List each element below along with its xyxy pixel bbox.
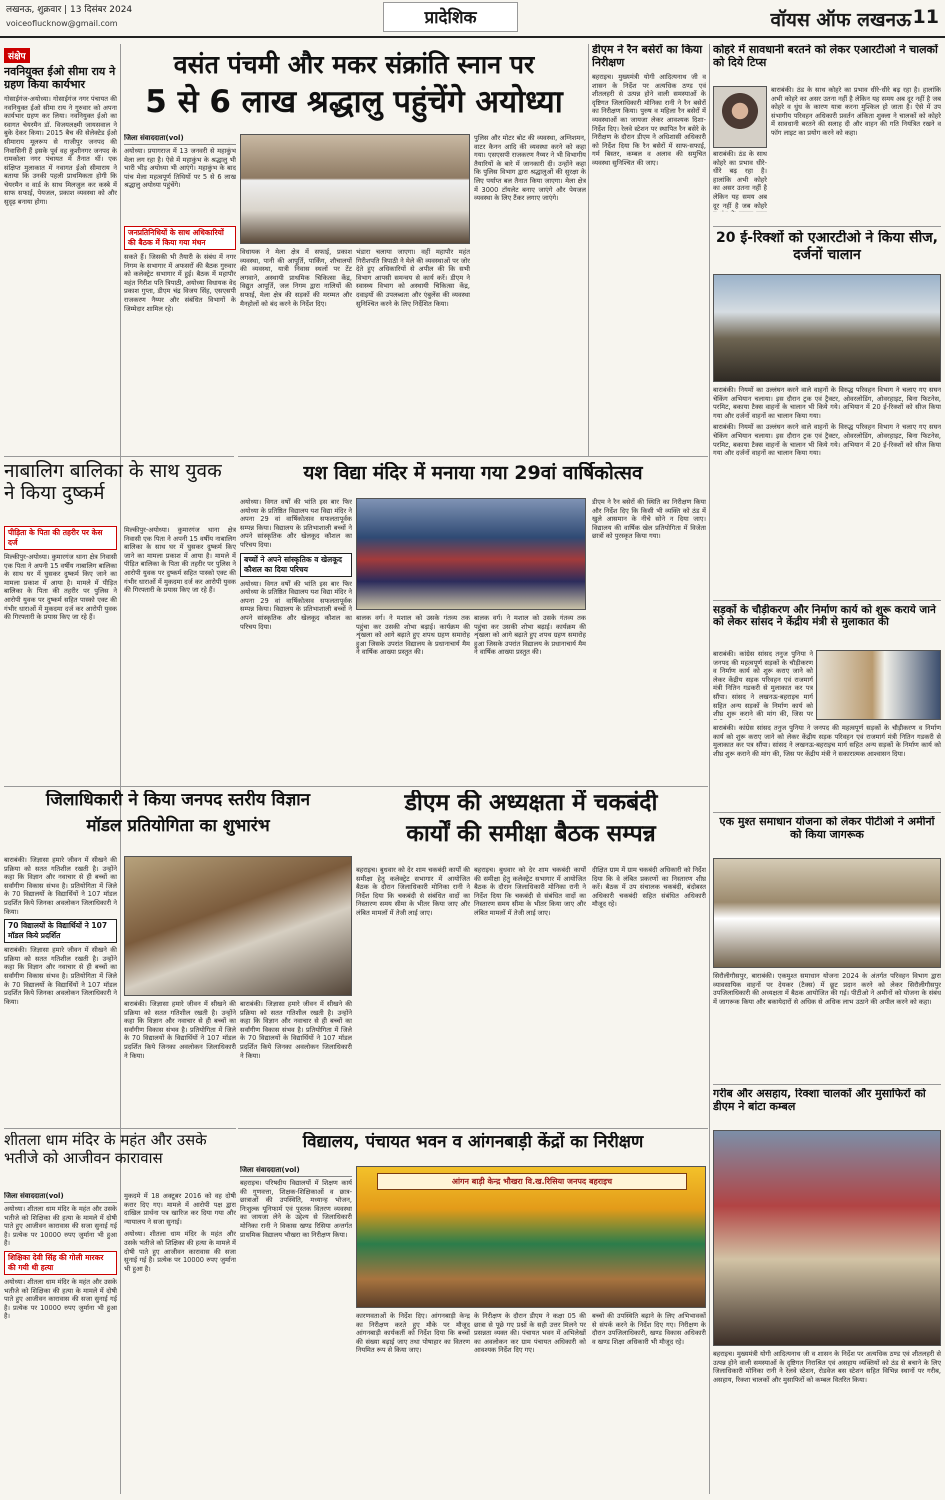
anganwadi-photo	[356, 1166, 706, 1308]
inspection-headline: विद्यालय, पंचायत भवन व आंगनबाड़ी केंद्रों का निरीक्षण	[302, 1132, 644, 1152]
crime-subhead: पीड़िता के पिता की तहरीर पर केस दर्ज	[4, 526, 117, 550]
column-rule	[709, 44, 710, 1494]
rain-headline: डीएम ने रैन बसेरों का किया निरीक्षण	[592, 44, 703, 69]
science-body: बाराबंकी। जिज्ञासा हमारे जीवन में सीखने की प्रक्रिया को सतत गतिशील रखती है। उन्होंने कहा कि विज्ञान और नवाचार से ही बच्चों का सर्वांगीण विकास संभव है। प्रतियोगिता में जिले के 70 विद्यालयों के विद्यार्थियों ने 107 मॉडल प्रदर्शित किये जिनका अवलोकन जिलाधिकारी ने किया।	[4, 856, 117, 916]
review-body-2: दीक्षित ग्राम में ग्राम चकबंदी अधिकारी को निर्देश दिया कि वे लंबित प्रकरणों का निस्तारण शीघ्र करें। बैठक में उप संचालक चकबंदी, बंदोबस्त अधिकारी चकबंदी सहित संबंधित अधिकारी मौजूद रहे।	[592, 866, 706, 909]
erick-body-cont: बाराबंकी। नियमों का उल्लंघन करने वाले वाहनों के विरुद्ध परिवहन विभाग ने चलाए गए सघन चेकिंग अभियान चलाया। इस दौरान ट्रक एवं ट्रैक्टर, ओवरलोडिंग, ओवरहाइट, बिना फिटनेस, परमिट, बकाया टैक्स वाहनों के चालान भी किये गये। अभियान में 20 ई-रिक्शों को सीज किया गया और दर्जनों वाहनों का चालान किया गया।	[713, 423, 941, 458]
school-photo	[356, 498, 586, 610]
erick-body: बाराबंकी। नियमों का उल्लंघन करने वाले वाहनों के विरुद्ध परिवहन विभाग ने चलाए गए सघन चेकिंग अभियान चलाया। इस दौरान ट्रक एवं ट्रैक्टर, ओवरलोडिंग, ओवरहाइट, बिना फिटनेस, परमिट, बकाया टैक्स वाहनों के चालान भी किये गये। अभियान में 20 ई-रिक्शों को सीज किया गया और दर्जनों वाहनों का चालान किया गया।	[713, 386, 941, 420]
jail-body-cont: अयोध्या। शीतला धाम मंदिर के महंत और उसके भतीजे को शिक्षिका की हत्या के मामले में दोषी पाते हुए आजीवन कारावास की सजा सुनाई गई है। प्रत्येक पर 10000 रुपए जुर्माना भी हुआ है।	[4, 1277, 117, 1321]
rain-story	[592, 44, 706, 454]
school-body-2: बालक वर्ग। ने मशाल को उसके गंतव्य तक पहुंचा कर उसकी शोभा बढ़ाई। कार्यक्रम की शृंखला को आगे बढ़ाते हुए शपथ ग्रहण समारोह हुआ जिसके उपरांत विद्यालय के प्रधानाचार्य मैम ने वार्षिक आख्या प्रस्तुत की।	[356, 614, 470, 657]
brief-story	[4, 44, 117, 452]
dateline: लखनऊ, शुक्रवार | 13 दिसंबर 2024	[6, 5, 133, 15]
section-rule	[4, 456, 234, 457]
lead-body-3: विधायक ने मेला क्षेत्र में सफाई, प्रकाश व्यवस्था, पानी की आपूर्ति, पार्किंग, शौचालयों की व्यवस्था, यात्री निवास स्थलों पर टेंट लगवाने, अस्थायी प्राथमिक चिकित्सा केंद्र, विद्युत आपूर्ति, जल निगम द्वारा नालियों की सफाई, मेला क्षेत्र की सड़कों की मरम्मत और मैनहोलों को बंद करने के निर्देश दिए।	[240, 248, 352, 308]
lead-photo	[240, 134, 470, 244]
crime-body: मिल्कीपुर-अयोध्या। कुमारगंज थाना क्षेत्र निवासी एक पिता ने अपनी 15 वर्षीय नाबालिग बालिका के साथ घर में घुसकर दुष्कर्म किए जाने का मामला प्रकाश में आया है। मामले में पीड़ित बालिका के पिता की तहरीर पर पुलिस ने आरोपी युवक पर दुष्कर्म सहित पास्को एक्ट की गंभीर धाराओं में मुकदमा दर्ज कर आरोपी युवक की गिरफ्तारी के प्रयास किए जा रहे हैं।	[4, 553, 117, 622]
paper-name: वॉयस ऑफ लखनऊ	[770, 9, 911, 31]
science-body-3: बाराबंकी। जिज्ञासा हमारे जीवन में सीखने की प्रक्रिया को सतत गतिशील रखती है। उन्होंने कहा कि विज्ञान और नवाचार से ही बच्चों का सर्वांगीण विकास संभव है। प्रतियोगिता में जिले के 70 विद्यालयों के विद्यार्थियों ने 107 मॉडल प्रदर्शित किये जिनका अवलोकन जिलाधिकारी ने किया।	[240, 1000, 352, 1060]
road-body-cont: बाराबंकी। कांग्रेस सांसद तनुज पुनिया ने जनपद की महत्वपूर्ण सड़कों के चौड़ीकरण व निर्माण कार्य को शुरू कराए जाने को लेकर केंद्रीय सड़क परिवहन एवं राजमार्ग मंत्री नितिन गडकरी से मुलाकात कर पत्र सौंपा। सांसद ने लखनऊ-बहराइच मार्ग सहित अन्य सड़कों के निर्माण कार्य को शीघ्र शुरू कराने की मांग की, जिस पर केंद्रीय मंत्री ने सकारात्मक आश्वासन दिया।	[713, 724, 941, 758]
section-rule	[238, 1128, 708, 1129]
website-link[interactable]: voiceoflucknow@gmail.com	[6, 19, 118, 28]
inspection-story-col3	[474, 1312, 586, 1492]
lead-headline-2: 5 से 6 लाख श्रद्धालु पहुंचेंगे अयोध्या	[145, 83, 563, 120]
review-story-col2	[474, 866, 586, 1124]
minister-photo	[816, 650, 941, 720]
column-rule	[588, 44, 589, 456]
inspection-body-3: कारणवताओं के निर्देश दिए। आंगनबाड़ी केन्द्र का निरीक्षण करते हुए मौके पर मौजूद आंगनबाड़ी कार्यकर्ती को निर्देश दिया कि बच्चों की संख्या बढ़ाई जाए तथा पोषाहार का वितरण नियमित रूप से किया जाए।	[356, 1312, 470, 1355]
column-rule	[120, 44, 121, 1494]
fog-body: बाराबंकी। ठंड के साथ कोहरे का प्रभाव धीरे-धीरे बढ़ रहा है। हालांकि अभी कोहरे का असर उतना नहीं है लेकिन यह समय अब दूर नहीं है जब कोहरे व धुंध के कारण यात्रा करना मुश्किल हो जाता है। ऐसे में उप संभागीय परिवहन अधिकारी प्रवर्तन अंकिता शुक्ला ने चालकों को कोहरे में सावधानी बरतने की सलाह दी और वाहन की गति नियंत्रित रखने व फॉग लाइट का प्रयोग करने को कहा।	[771, 86, 941, 137]
brief-body: गोसाईगंज-अयोध्या। गोसाईगंज नगर पंचायत की नवनियुक्त ईओ सीमा राय ने गुरुवार को अपना कार्यभार ग्रहण कर लिया। नवनियुक्त ईओ का स्वागत चेयरमैन डॉ. विजयलक्ष्मी जायसवाल ने बुके देकर किया। 2015 बैच की सेलेक्टेड ईओ सीमाराय मूलरूप से गाजीपुर जनपद की निवासिनी हैं इसके पूर्व वह कुशीनगर जनपद के रामकोला नगर पंचायत में तैनात थीं। एक संक्षिप्त मुलाकात में नवागत ईओ सीमाराय ने बताया कि उनकी पहली प्राथमिकता होगी कि चेयरमैन व वार्ड के साथ मिलजुल कर कस्बे में साफ सफाई, पेयजल, प्रकाश व्यवस्था को और सुदृढ़ बनाया होगा।	[4, 94, 117, 207]
lead-story-col2	[240, 248, 352, 452]
scheme-headline-block	[713, 816, 941, 856]
section-rule	[713, 600, 941, 601]
science-story-col2	[124, 1000, 236, 1124]
inspection-byline: जिला संवाददाता(vol)	[240, 1166, 352, 1177]
inspection-story-col4	[592, 1312, 706, 1492]
erickshaw-photo	[713, 274, 941, 382]
brief-label: संक्षेप	[4, 48, 30, 63]
lead-body-2: सकते हैं। जिसकी भी तैयारी के संबंध में नगर निगम के सभागार में अफसरों की बैठक गुरुवार को कलेक्ट्रेट सभागार में हुई। बैठक में महापौर महंत गिरीश पति त्रिपाठी, अयोध्या विधायक वेद प्रकाश गुप्ता, डीएम चंद्र विजय सिंह, एसएसपी राजकरण नैय्यर और संबंधित विभागों के जिम्मेदार शामिल रहे।	[124, 253, 236, 313]
blanket-story	[713, 1350, 941, 1492]
science-headline-block	[4, 790, 352, 850]
blanket-headline-block	[713, 1088, 941, 1128]
lead-story-col1	[124, 226, 236, 452]
lead-headline-1: वसंत पंचमी और मकर संक्रांति स्नान पर	[173, 50, 535, 79]
school-story-col3	[474, 614, 586, 780]
crime-story	[4, 526, 117, 786]
blanket-photo	[713, 1130, 941, 1346]
jail-subhead: शिक्षिका देवी सिंह की गोली मारकर की गयी थी हत्या	[4, 1251, 117, 1275]
dateline-block	[6, 4, 132, 30]
lead-headline-block	[124, 50, 584, 130]
fog-body-side: बाराबंकी। ठंड के साथ कोहरे का प्रभाव धीरे-धीरे बढ़ रहा है। हालांकि अभी कोहरे का असर उतना नहीं है लेकिन यह समय अब दूर नहीं है जब कोहरे	[713, 150, 767, 210]
jail-story-cont	[124, 1192, 236, 1492]
inspection-headline-block	[240, 1132, 706, 1162]
crime-story-cont	[124, 526, 236, 786]
school-story	[240, 498, 352, 780]
inspection-body-5: बच्चों की उपस्थिति बढ़ाने के लिए अभिभावकों से संपर्क करने के निर्देश दिए गए। निरीक्षण के दौरान उपजिलाधिकारी, खण्ड विकास अधिकारी व खण्ड शिक्षा अधिकारी भी मौजूद रहे।	[592, 1312, 706, 1346]
masthead	[0, 0, 945, 38]
section-rule	[4, 1128, 236, 1129]
erick-headline-block	[713, 230, 941, 270]
road-story	[713, 724, 941, 806]
crime-headline: नाबालिग बालिका के साथ युवक ने किया दुष्कर्म	[4, 460, 222, 505]
science-photo	[124, 856, 352, 996]
review-story-col1	[356, 866, 470, 1124]
jail-body: अयोध्या। शीतला धाम मंदिर के महंत और उसके भतीजे को शिक्षिका की हत्या के मामले में दोषी पाते हुए आजीवन कारावास की सजा सुनाई गई है। प्रत्येक पर 10000 रुपए जुर्माना भी हुआ है।	[4, 1205, 117, 1248]
inspection-body-2: बहराइच। परिषदीय विद्यालयों में शिक्षण कार्य की गुणवत्ता, शिक्षक-शिक्षिकाओं व छात्र-छात्राओं की उपस्थिति, मध्यान्ह भोजन, निःशुल्क यूनिफार्म एवं पुस्तक वितरण व्यवस्था का जायजा लेने के उद्देश्य से जिलाधिकारी मोनिका रानी ने विकास खण्ड रिसिया अन्तर्गत प्राथमिक विद्यालय भौखरा का निरीक्षण किया।	[240, 1179, 352, 1239]
school-story-col2	[356, 614, 470, 780]
school-body-1b: अयोध्या। विगत वर्षों की भांति इस बार फिर अयोध्या के प्रतिष्ठित विद्यालय यश विद्या मंदिर ने अपना 29 वां वार्षिकोत्सव सफलतापूर्वक सम्पन्न किया। विद्यालय के प्रतिभाशाली बच्चों ने अपने सांस्कृतिक और खेलकूद कौशल का परिचय दिया।	[240, 579, 352, 631]
section-rule	[713, 812, 941, 813]
lead-story-intro	[124, 134, 236, 224]
blanket-headline: गरीब और असहाय, रिक्शा चालकों और मुसाफिरों को डीएम ने बांटा कम्बल	[713, 1088, 926, 1113]
section-rule	[713, 226, 941, 227]
section-rule	[713, 1084, 941, 1085]
section-title: प्रादेशिक	[383, 2, 518, 32]
erick-headline: 20 ई-रिक्शों को एआरटीओ ने किया सीज, दर्जनों चालान	[716, 230, 938, 263]
road-headline-block	[713, 604, 941, 648]
lead-story-col4	[474, 134, 586, 452]
jail-body-col2b: अयोध्या। शीतला धाम मंदिर के महंत और उसके भतीजे को शिक्षिका की हत्या के मामले में दोषी पाते हुए आजीवन कारावास की सजा सुनाई गई है। प्रत्येक पर 10000 रुपए जुर्माना भी हुआ है।	[124, 1230, 236, 1273]
erick-story	[713, 386, 941, 598]
lead-body-4: भंडारा चलाया जाएगा। वहीं महापौर महंत गिरीशपति त्रिपाठी ने मेले की व्यवस्थाओं पर जोर देते हुए अधिकारियों से अपील की कि सभी विभाग आपसी समन्वय से कार्य करें। डीएम ने स्वास्थ्य विभाग को अस्थायी चिकित्सा केंद्र, दवाइयों की उपलब्धता और एंबुलेंस की व्यवस्था सुनिश्चित करने के लिए निर्देशित किया।	[356, 248, 470, 308]
jail-byline: जिला संवाददाता(vol)	[4, 1192, 117, 1203]
scheme-story	[713, 972, 941, 1080]
fog-story	[771, 86, 941, 212]
science-story	[4, 856, 117, 1124]
inspection-body-4: के निरीक्षण के दौरान डीएम ने कक्षा 05 की छात्रा से पूछे गए प्रश्नों के सही उत्तर मिलने पर प्रसन्नता व्यक्त की। पंचायत भवन में अभिलेखों का अवलोकन कर ग्राम पंचायत अधिकारी को आवश्यक निर्देश दिए गए।	[474, 1312, 586, 1355]
school-body-1: अयोध्या। विगत वर्षों की भांति इस बार फिर अयोध्या के प्रतिष्ठित विद्यालय यश विद्या मंदिर ने अपना 29 वां वार्षिकोत्सव सफलतापूर्वक सम्पन्न किया। विद्यालय के प्रतिभाशाली बच्चों ने अपने सांस्कृतिक और खेलकूद कौशल का परिचय दिया।	[240, 498, 352, 549]
page-number: 11	[912, 6, 939, 28]
section-rule	[238, 456, 708, 457]
review-headline-2: कार्यों की समीक्षा बैठक सम्पन्न	[406, 821, 656, 848]
section-rule	[4, 786, 708, 787]
fog-story-side	[713, 150, 767, 212]
review-story-col3	[592, 866, 706, 1124]
jail-headline-block	[4, 1132, 236, 1188]
jail-headline: शीतला धाम मंदिर के महंत और उसके भतीजे को आजीवन कारावास	[4, 1132, 207, 1167]
road-headline: सड़कों के चौड़ीकरण और निर्माण कार्य को शुरू कराये जाने को लेकर सांसद ने केंद्रीय मंत्री से मुलाकात की	[713, 604, 936, 629]
review-headline-1: डीएम की अध्यक्षता में चकबंदी	[404, 790, 658, 816]
science-story-col3	[240, 1000, 352, 1124]
lead-body-5: पुलिस और मोटर बोट की व्यवस्था, अग्निशमन, वाटर कैनन आदि की व्यवस्था करने को कहा गया। एसएसपी राजकरण नैय्यर ने भी विभागीय तैयारियों के बारे में जानकारी दी। उन्होंने कहा कि पुलिस विभाग द्वारा श्रद्धालुओं की सुरक्षा के लिए पर्याप्त बल तैनात किया जाएगा। मेला क्षेत्र में 3000 टॉयलेट बनाए जाएंगे और पेयजल व्यवस्था के लिए टैंकर लगाए जाएंगे।	[474, 134, 586, 203]
fog-headline-block	[713, 44, 941, 82]
school-headline-block	[240, 462, 706, 492]
lead-subhead: जनप्रतिनिधियों के साथ अधिकारियों की बैठक में किया गया मंथन	[124, 226, 236, 250]
brief-headline: नवनियुक्त ईओ सीमा राय ने ग्रहण किया कार्यभार	[4, 65, 116, 91]
school-subhead: बच्चों ने अपने सांस्कृतिक व खेलकूद कौशल का दिया परिचय	[240, 553, 352, 577]
inspection-story-col1	[240, 1166, 352, 1492]
road-body: बाराबंकी। कांग्रेस सांसद तनुज पुनिया ने जनपद की महत्वपूर्ण सड़कों के चौड़ीकरण व निर्माण कार्य को शुरू कराए जाने को लेकर केंद्रीय सड़क परिवहन एवं राजमार्ग मंत्री नितिन गडकरी से मुलाकात कर पत्र सौंपा। सांसद ने लखनऊ-बहराइच मार्ग सहित अन्य सड़कों के निर्माण कार्य को शीघ्र शुरू कराने की मांग की, जिस पर	[713, 650, 813, 719]
crime-body-cont: मिल्कीपुर-अयोध्या। कुमारगंज थाना क्षेत्र निवासी एक पिता ने अपनी 15 वर्षीय नाबालिग बालिका के साथ घर में घुसकर दुष्कर्म किए जाने का मामला प्रकाश में आया है। मामले में पीड़ित बालिका के पिता की तहरीर पर पुलिस ने आरोपी युवक पर दुष्कर्म सहित पास्को एक्ट की गंभीर धाराओं में मुकदमा दर्ज कर आरोपी युवक की गिरफ्तारी के प्रयास किए जा रहे हैं।	[124, 526, 236, 595]
jail-story	[4, 1192, 117, 1492]
review-body-1b: बहराइच। बुधवार को देर शाम चकबंदी कार्यों की समीक्षा हेतु कलेक्ट्रेट सभागार में आयोजित बैठक के दौरान जिलाधिकारी मोनिका रानी ने निर्देश दिया कि चकबंदी से संबंधित वादों का निस्तारण समय सीमा के भीतर किया जाए और लंबित मामलों में तेजी लाई जाए।	[474, 866, 586, 917]
science-body-2: बाराबंकी। जिज्ञासा हमारे जीवन में सीखने की प्रक्रिया को सतत गतिशील रखती है। उन्होंने कहा कि विज्ञान और नवाचार से ही बच्चों का सर्वांगीण विकास संभव है। प्रतियोगिता में जिले के 70 विद्यालयों के विद्यार्थियों ने 107 मॉडल प्रदर्शित किये जिनका अवलोकन जिलाधिकारी ने किया।	[124, 1000, 236, 1060]
road-story-intro	[713, 650, 813, 720]
anganwadi-sign: आंगन बाड़ी केन्द्र भौखरा वि.ख.रिसिया जनपद बहराइच	[377, 1173, 687, 1190]
lead-byline: जिला संवाददाता(vol)	[124, 134, 236, 145]
school-headline: यश विद्या मंदिर में मनाया गया 29वां वार्षिकोत्सव	[303, 462, 643, 484]
jail-body-col2: मुकदमे में 18 अक्टूबर 2016 को वह दोषी करार दिए गए। मामले में आरोपी पक्ष द्वारा दाखिल प्रार्थना पत्र खारिज कर दिया गया और न्यायालय ने सजा सुनाई।	[124, 1192, 236, 1226]
science-subhead: 70 विद्यालयों के विद्यार्थियों ने 107 मॉडल किये प्रदर्शित	[4, 919, 117, 943]
review-headline-block	[356, 790, 706, 862]
crime-headline-block	[4, 460, 234, 520]
science-headline-2: मॉडल प्रतियोगिता का शुभारंभ	[86, 816, 270, 837]
lead-story-col3	[356, 248, 470, 452]
scheme-headline: एक मुश्त समाधान योजना को लेकर पीटीओ ने अमीनों को किया जागरूक	[719, 816, 935, 841]
school-body-4: डीएम ने रैन बसेरों की स्थिति का निरीक्षण किया और निर्देश दिए कि किसी भी व्यक्ति को ठंड में खुले आसमान के नीचे सोने न दिया जाए। विद्यालय की वार्षिक खेल प्रतियोगिता में विजेता छात्रों को पुरस्कृत किया गया।	[592, 498, 706, 541]
review-body-1: बहराइच। बुधवार को देर शाम चकबंदी कार्यों की समीक्षा हेतु कलेक्ट्रेट सभागार में आयोजित बैठक के दौरान जिलाधिकारी मोनिका रानी ने निर्देश दिया कि चकबंदी से संबंधित वादों का निस्तारण समय सीमा के भीतर किया जाए और लंबित मामलों में तेजी लाई जाए।	[356, 866, 470, 917]
arto-photo	[713, 86, 767, 148]
school-story-col4	[592, 498, 706, 780]
lead-body-1: अयोध्या। प्रयागराज में 13 जनवरी से महाकुंभ मेला लग रहा है। ऐसे में महाकुंभ के श्रद्धालु भी भारी भीड़ अयोध्या भी आएंगे। महाकुंभ के बाद पांच मेला महत्वपूर्ण तिथियों पर 5 से 6 लाख श्रद्धालु अयोध्या पहुंचेंगे।	[124, 147, 236, 190]
scheme-body: सिरौलीगौसपुर, बाराबंकी। एकमुश्त समाधान योजना 2024 के अंतर्गत परिवहन विभाग द्वारा व्यावसायिक वाहनों पर देयकर (टैक्स) में छूट प्रदान करने को लेकर सिरौलीगौसपुर उपजिलाधिकारी की अध्यक्षता में बैठक आयोजित की गई। पीटीओ ने अमीनों को योजना के संबंध में जागरूक किया और बकायेदारों से अधिक से अधिक लाभ उठाने की अपील करने को कहा।	[713, 972, 941, 1006]
school-body-3: बालक वर्ग। ने मशाल को उसके गंतव्य तक पहुंचा कर उसकी शोभा बढ़ाई। कार्यक्रम की शृंखला को आगे बढ़ाते हुए शपथ ग्रहण समारोह हुआ जिसके उपरांत विद्यालय के प्रधानाचार्य मैम ने वार्षिक आख्या प्रस्तुत की।	[474, 614, 586, 657]
blanket-body: बहराइच। मुख्यमंत्री योगी आदित्यनाथ जी व शासन के निर्देश पर अत्यधिक ठण्ड एवं शीतलहरी से उत्पन्न होने वाली समस्याओं के दृष्टिगत निराश्रित एवं असहाय व्यक्तियों को ठंड से बचाने के लिए जिलाधिकारी मोनिका रानी ने रेलवे स्टेशन, रोडवेज बस स्टेशन सहित विभिन्न स्थानों पर गरीब, असहाय, रिक्शा चालकों और मुसाफिरों को कम्बल वितरित किया।	[713, 1350, 941, 1384]
inspection-story-col2	[356, 1312, 470, 1492]
scheme-photo	[713, 858, 941, 968]
science-body-cont: बाराबंकी। जिज्ञासा हमारे जीवन में सीखने की प्रक्रिया को सतत गतिशील रखती है। उन्होंने कहा कि विज्ञान और नवाचार से ही बच्चों का सर्वांगीण विकास संभव है। प्रतियोगिता में जिले के 70 विद्यालयों के विद्यार्थियों ने 107 मॉडल प्रदर्शित किये जिनका अवलोकन जिलाधिकारी ने किया।	[4, 946, 117, 1006]
rain-body: बहराइच। मुख्यमंत्री योगी आदित्यनाथ जी व शासन के निर्देश पर अत्यधिक ठण्ड एवं शीतलहरी से उत्पन्न होने वाली समस्याओं के दृष्टिगत जिलाधिकारी मोनिका रानी ने रैन बसेरों का निरीक्षण किया। पुरुष व महिला रैन बसेरों में व्यवस्थाओं का जायजा लेकर आवश्यक दिशा-निर्देश दिए। रेलवे स्टेशन पर स्थापित रैन बसेरे के निरीक्षण के दौरान डीएम ने अधिशासी अधिकारी को निर्देश दिया कि रैन बसेरों में साफ-सफाई, गर्म बिस्तर, कम्बल व अलाव की समुचित व्यवस्था सुनिश्चित की जाए।	[592, 72, 706, 167]
fog-headline: कोहरे में सावधानी बरतने को लेकर एआरटीओ ने चालकों को दिये टिप्स	[713, 44, 938, 69]
science-headline-1: जिलाधिकारी ने किया जनपद स्तरीय विज्ञान	[45, 790, 311, 810]
